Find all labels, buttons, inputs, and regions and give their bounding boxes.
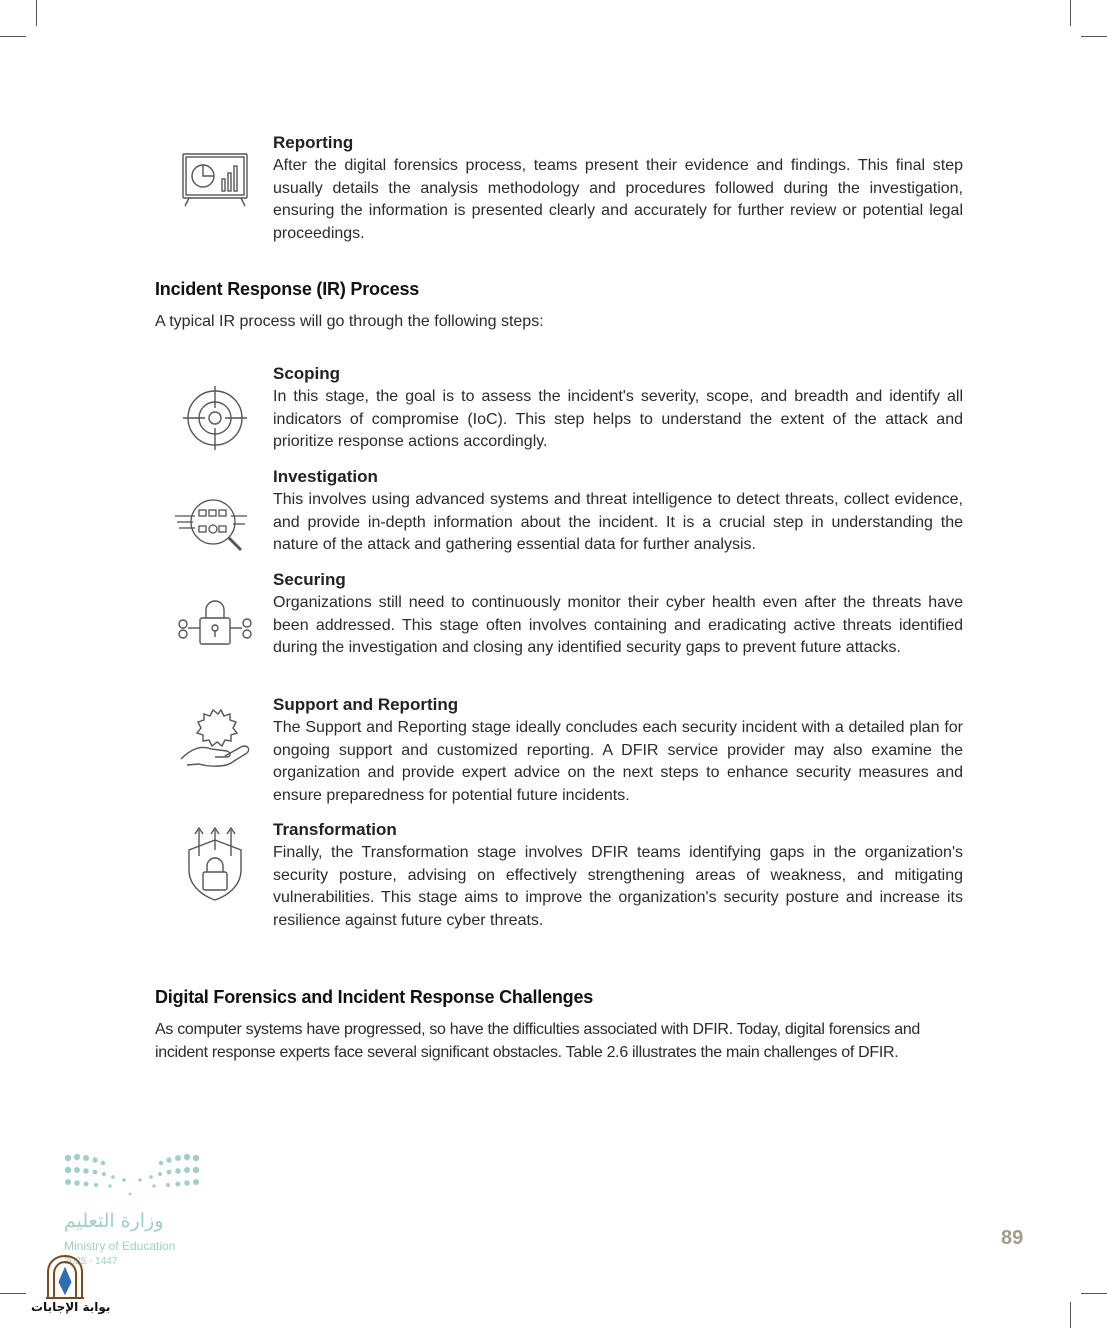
crop-mark bbox=[1070, 1302, 1071, 1328]
ministry-year: 2025 - 1447 bbox=[64, 1256, 118, 1267]
ministry-name-english: Ministry of Education bbox=[64, 1239, 176, 1253]
step-text: Finally, the Transformation stage involves DFIR teams identifying gaps in the organization's security posture, advising on effectively strengthening areas of weakness, and mitigating vulnerabilities. This stage aims to improve the organization's security posture and increase its resilience against future cyber threats. bbox=[273, 844, 963, 930]
crop-mark bbox=[0, 1293, 26, 1294]
step-securing bbox=[273, 568, 963, 660]
challenges-title: Digital Forensics and Incident Response Challenges bbox=[155, 987, 594, 1007]
step-investigation bbox=[273, 465, 963, 557]
ministry-logo-dots bbox=[62, 1150, 202, 1203]
step-title: Securing bbox=[273, 570, 346, 589]
step-title: Support and Reporting bbox=[273, 695, 459, 714]
challenges-text: As computer systems have progressed, so have the difficulties associated with DFIR. Today, digital forensics and incident response experts face several significant obstacles. Table 2.6 illustrates the main challenges of DFIR. bbox=[155, 1021, 921, 1061]
ir-section-intro: A typical IR process will go through the following steps: bbox=[155, 313, 544, 330]
target-icon bbox=[183, 386, 247, 450]
watermark-logo-icon bbox=[44, 1254, 86, 1300]
step-transformation bbox=[273, 818, 963, 933]
step-text: This involves using advanced systems and threat intelligence to detect threats, collect evidence, and provide in-depth information about the incident. It is a crucial step in understanding the nature of the attack and gathering essential data for further analysis. bbox=[273, 491, 963, 554]
step-support-reporting bbox=[273, 693, 963, 808]
step-scoping bbox=[273, 362, 963, 454]
padlock-network-icon bbox=[174, 596, 256, 648]
reporting-block bbox=[273, 131, 963, 246]
step-title: Investigation bbox=[273, 467, 378, 486]
presentation-chart-icon bbox=[181, 152, 249, 208]
step-text: In this stage, the goal is to assess the incident's severity, scope, and breadth and identify all indicators of compromise (IoC). This step helps to understand the extent of the attack and prioritize response actions accordingly. bbox=[273, 388, 963, 451]
crop-mark bbox=[1081, 1293, 1107, 1294]
step-title: Scoping bbox=[273, 364, 341, 383]
step-text: Organizations still need to continuously monitor their cyber health even after the threats have been addressed. This stage often involves containing and eradicating active threats identified during the investigation and closing any identified security gaps to prevent future attacks. bbox=[273, 594, 963, 657]
crop-mark bbox=[0, 36, 26, 37]
shield-lock-icon bbox=[185, 826, 245, 902]
step-text: The Support and Reporting stage ideally concludes each security incident with a detailed plan for ongoing support and customized reporting. A DFIR service provider may also examine the organization and provide expert advice on the next steps to enhance security measures and ensure preparedness for potential future incidents. bbox=[273, 719, 963, 805]
crop-mark bbox=[1081, 36, 1107, 37]
ministry-name-arabic: وزارة التعليم bbox=[64, 1210, 164, 1232]
reporting-title: Reporting bbox=[273, 133, 354, 152]
watermark-text: بوابة الإجابات bbox=[31, 1300, 111, 1314]
reporting-text: After the digital forensics process, teams present their evidence and findings. This final step usually details the analysis methodology and procedures followed during the investigation, ensuring the information is presented clearly and accurately for further review or potential legal proceedings. bbox=[273, 157, 963, 243]
magnifier-circuit-icon bbox=[175, 494, 249, 554]
crop-mark bbox=[36, 0, 37, 26]
ir-section-title: Incident Response (IR) Process bbox=[155, 279, 420, 299]
step-title: Transformation bbox=[273, 820, 397, 839]
page-number: 89 bbox=[1001, 1227, 1024, 1249]
crop-mark bbox=[1070, 0, 1071, 26]
hand-gear-icon bbox=[179, 707, 253, 769]
